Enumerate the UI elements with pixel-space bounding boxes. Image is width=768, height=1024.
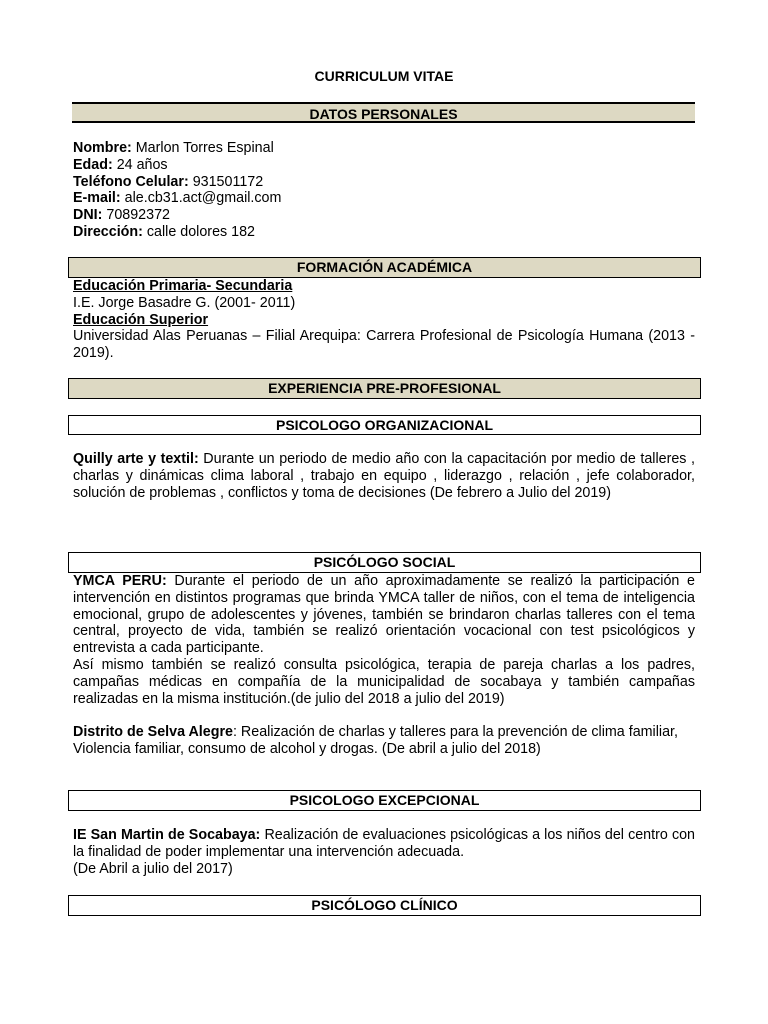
field-value: 70892372: [106, 207, 170, 224]
field-value: Marlon Torres Espinal: [135, 140, 274, 156]
section-header-personal: DATOS PERSONALES: [72, 102, 695, 123]
org-description: Durante el periodo de un año aproximadamente se realizó la participación e intervención en distintos programas que brinda YMCA taller de niños, con el tema de inteligencia emocional, grupo de adolescentes y jóvenes, también se brindaron charlas talleres con el tema central, proyecto de vida, también se realizó orientación vocacional con test psicológicos y entrevista a cada participante.: [73, 573, 695, 657]
exceptional-block: [73, 827, 695, 877]
field-label: DNI:: [73, 207, 103, 224]
document-title: CURRICULUM VITAE: [314, 68, 454, 84]
subsection-clinical: PSICÓLOGO CLÍNICO: [68, 895, 701, 916]
field-phone: [73, 174, 695, 191]
field-email: [73, 190, 695, 207]
section-header-experience: EXPERIENCIA PRE-PROFESIONAL: [68, 378, 701, 399]
field-label: Dirección:: [73, 223, 143, 240]
higher-education-text: Universidad Alas Peruanas – Filial Arequipa: Carrera Profesional de Psicología Humana (2013 - 2019).: [73, 328, 695, 362]
primary-education-heading: Educación Primaria- Secundaria: [73, 278, 293, 294]
field-value: calle dolores 182: [146, 223, 255, 240]
social-ymca-text: [73, 573, 695, 657]
social-ymca-text-2: Así mismo también se realizó consulta psicológica, terapia de pareja charlas a los padres, campañas médicas en compañía de la municipalidad de socabaya y también campañas realizadas en la misma institución.(de julio del 2018 a julio del 2019): [73, 656, 695, 707]
education-block: [73, 278, 695, 362]
personal-fields: [73, 140, 695, 241]
field-label: E-mail:: [73, 190, 121, 207]
higher-education-heading: Educación Superior: [73, 311, 209, 328]
primary-education-text: I.E. Jorge Basadre G. (2001- 2011): [73, 294, 296, 311]
org-name: Quilly arte y textil:: [73, 451, 199, 467]
exceptional-date: (De Abril a julio del 2017): [73, 860, 233, 877]
field-label: Edad:: [73, 156, 113, 173]
field-value: ale.cb31.act@gmail.com: [124, 190, 282, 207]
org-description: Realización de evaluaciones psicológicas a los niños del centro con la finalidad de poder implementar una intervención adecuada.: [73, 827, 695, 860]
subsection-organizational: PSICOLOGO ORGANIZACIONAL: [68, 415, 701, 435]
field-dni: [73, 207, 695, 224]
subsection-exceptional: PSICOLOGO EXCEPCIONAL: [68, 790, 701, 811]
org-name: Distrito de Selva Alegre: [73, 724, 233, 741]
field-age: [73, 157, 695, 174]
field-name: [73, 140, 695, 157]
section-header-education: FORMACIÓN ACADÉMICA: [68, 257, 701, 278]
org-description: Durante un periodo de medio año con la capacitación por medio de talleres , charlas y dinámicas clima laboral , trabajo en equipo , liderazgo , relación , jefe colaborador, solución de problemas , conflictos y toma de decisiones (De febrero a Julio del 2019): [73, 451, 695, 501]
field-label: Nombre:: [73, 140, 132, 156]
org-description: : Realización de charlas y talleres para la prevención de clima familiar,: [232, 724, 678, 741]
social-block: [73, 573, 695, 758]
social-selva-text-2: Violencia familiar, consumo de alcohol y drogas. (De abril a julio del 2018): [73, 740, 541, 757]
org-name: YMCA PERU:: [73, 573, 167, 589]
org-name: IE San Martin de Socabaya:: [73, 827, 261, 843]
field-value: 931501172: [192, 173, 264, 190]
subsection-social: PSICÓLOGO SOCIAL: [68, 552, 701, 573]
field-label: Teléfono Celular:: [73, 173, 189, 190]
organizational-text: [73, 451, 695, 501]
field-value: 24 años: [116, 156, 168, 173]
field-address: [73, 224, 695, 241]
exceptional-text: [73, 827, 695, 861]
social-selva-text: [73, 724, 695, 741]
